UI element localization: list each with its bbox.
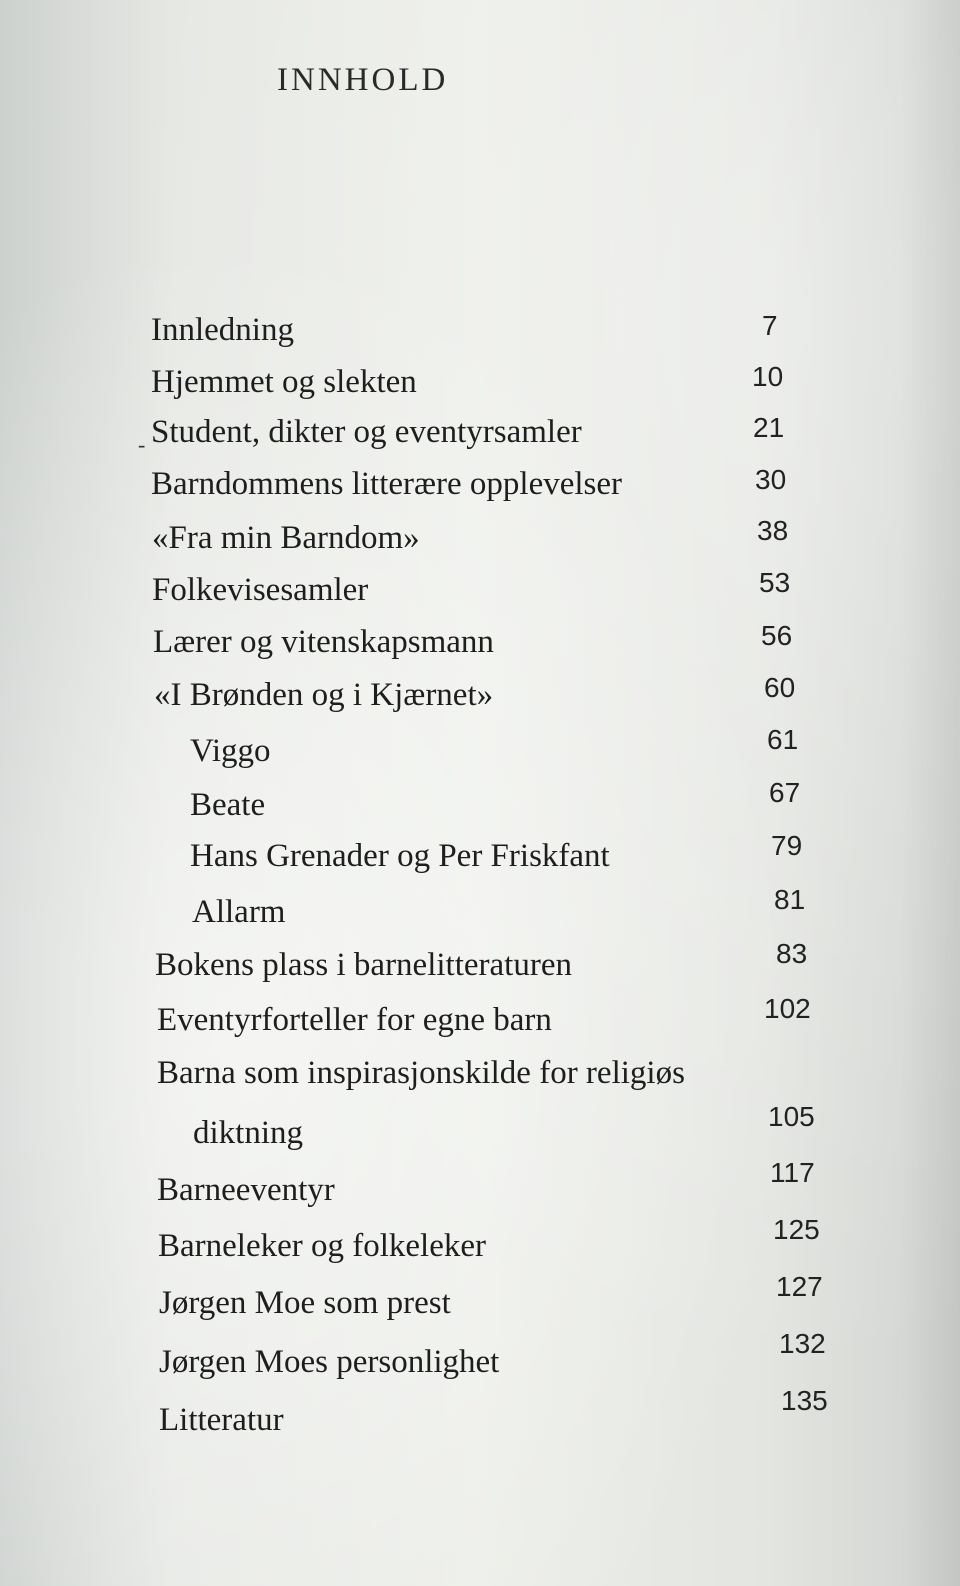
toc-entry-page: 102 xyxy=(764,993,811,1024)
toc-entry-label: Innledning xyxy=(151,312,294,348)
toc-entry-page: 83 xyxy=(776,938,808,969)
toc-entry-label: Barneleker og folkeleker xyxy=(158,1228,487,1264)
toc-entry-page: 67 xyxy=(769,777,801,808)
page-title: INNHOLD xyxy=(277,62,449,98)
toc-entry-page: 7 xyxy=(762,310,778,341)
toc-entry-label: Barneeventyr xyxy=(157,1172,335,1208)
toc-entry-page: 53 xyxy=(759,567,791,598)
toc-subentry-label: Beate xyxy=(190,787,266,823)
toc-entry-page: 56 xyxy=(761,620,793,651)
toc-entry-label: Jørgen Moe som prest xyxy=(159,1285,451,1321)
toc-entry-label: Student, dikter og eventyrsamler xyxy=(151,414,582,450)
toc-entry-page: 81 xyxy=(774,884,806,915)
toc-entry-label: Jørgen Moes personlighet xyxy=(159,1344,500,1380)
toc-entry-page: 79 xyxy=(771,830,803,861)
toc-entry-continuation: diktning xyxy=(193,1115,304,1151)
toc-entry-page: 117 xyxy=(770,1157,815,1188)
toc-entry-page: 125 xyxy=(773,1214,820,1245)
toc-entry-page: 60 xyxy=(764,672,796,703)
toc-entry-label: Bokens plass i barnelitteraturen xyxy=(155,947,572,983)
toc-entry-page: 30 xyxy=(755,464,787,495)
toc-entry-page: 105 xyxy=(768,1101,815,1132)
toc-entry-label: «Fra min Barndom» xyxy=(152,520,420,556)
toc-entry-page: 127 xyxy=(776,1271,823,1302)
pencil-mark: - xyxy=(138,432,146,457)
toc-entry-page: 61 xyxy=(767,724,799,755)
toc-entry-page: 132 xyxy=(779,1328,826,1359)
toc-entry-label: Lærer og vitenskapsmann xyxy=(153,624,494,660)
toc-subentry-label: Hans Grenader og Per Friskfant xyxy=(190,838,610,874)
toc-entry-label: Barndommens litterære opplevelser xyxy=(151,466,623,502)
toc-entry-label: «I Brønden og i Kjærnet» xyxy=(154,677,494,713)
toc-entry-label: Eventyrforteller for egne barn xyxy=(157,1002,552,1038)
toc-entry-label: Litteratur xyxy=(159,1402,284,1438)
toc-entry-page: 21 xyxy=(753,412,785,443)
toc-entry-label: Hjemmet og slekten xyxy=(151,364,417,400)
toc-subentry-label: Allarm xyxy=(192,894,286,930)
toc-entry-page: 135 xyxy=(781,1385,828,1416)
toc-entry-page: 38 xyxy=(757,515,789,546)
toc-entry-label: Folkevisesamler xyxy=(152,572,369,608)
toc-entry-page: 10 xyxy=(752,361,784,392)
toc-subentry-label: Viggo xyxy=(190,733,271,769)
toc-entry-label: Barna som inspirasjonskilde for religiøs xyxy=(157,1055,685,1091)
